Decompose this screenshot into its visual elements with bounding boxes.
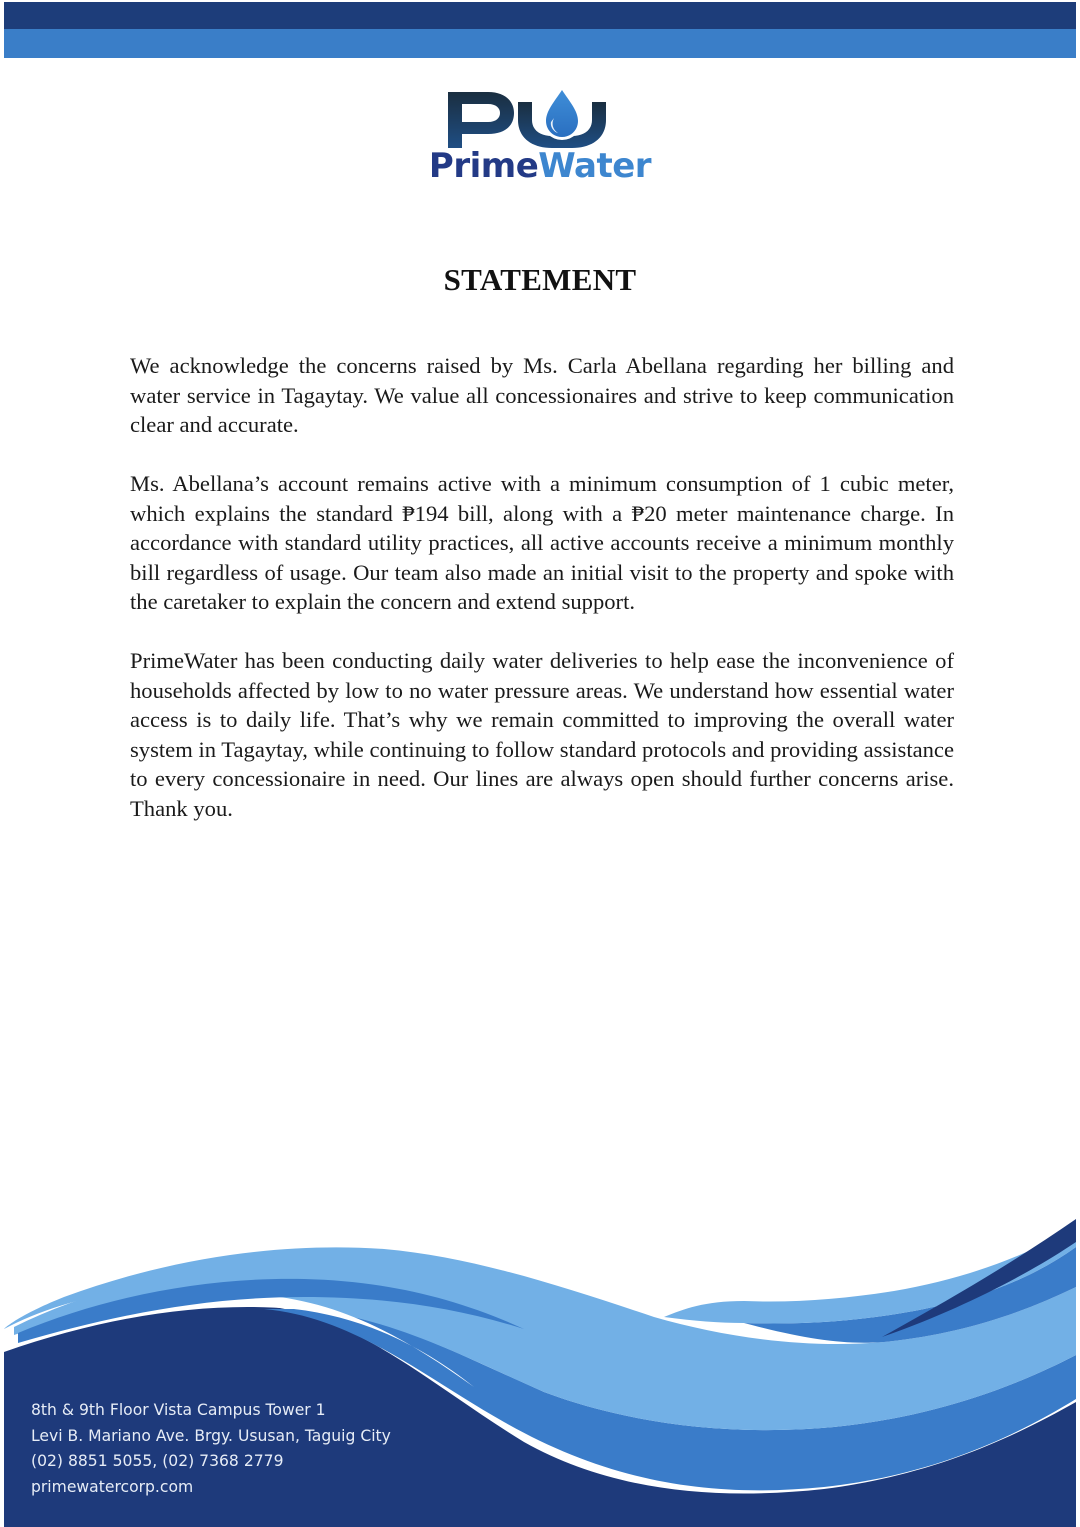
phone-numbers: (02) 8851 5055, (02) 7368 2779 [31,1452,284,1470]
paragraph-3: PrimeWater has been conducting daily water deliveries to help ease the inconvenience of households affected by low to no water pressure areas. We understand how essential water access is to daily life. That’s why we remain committed to improving the overall water system in Tagaytay, while continuing to follow standard protocols and providing assistance to every concessionaire in need. Our lines are always open should further concerns arise. Thank you. [130,648,954,821]
logo-word-water: Water [538,146,652,186]
logo-wordmark [400,146,680,186]
address-line-1: 8th & 9th Floor Vista Campus Tower 1 [31,1401,326,1419]
header-band [4,2,1076,58]
logo-word-prime: Prime [428,146,539,186]
pw-monogram [400,80,680,150]
paragraph-2: Ms. Abellana’s account remains active with a minimum consumption of 1 cubic meter, which explains the standard ₱194 bill, along with a ₱20 meter maintenance charge. In accordance with standard utility practices, all active accounts receive a minimum monthly bill regardless of usage. Our team also made an initial visit to the property and spoke with the caretaker to explain the concern and extend support. [130,471,954,614]
statement-body [130,351,954,853]
header-band-light [4,29,1076,58]
page-title: STATEMENT [443,262,637,297]
header-band-dark [4,2,1076,29]
footer-address [31,1398,391,1500]
monogram-letter-p [448,92,514,148]
water-drop-icon [542,90,582,140]
website-link[interactable]: primewatercorp.com [31,1477,194,1496]
primewater-logo [400,80,680,190]
address-line-2: Levi B. Mariano Ave. Brgy. Ususan, Taguig City [31,1426,391,1445]
paragraph-1: We acknowledge the concerns raised by Ms. Carla Abellana regarding her billing and water service in Tagaytay. We value all concessionaires and strive to keep communication clear and accurate. [130,353,954,437]
